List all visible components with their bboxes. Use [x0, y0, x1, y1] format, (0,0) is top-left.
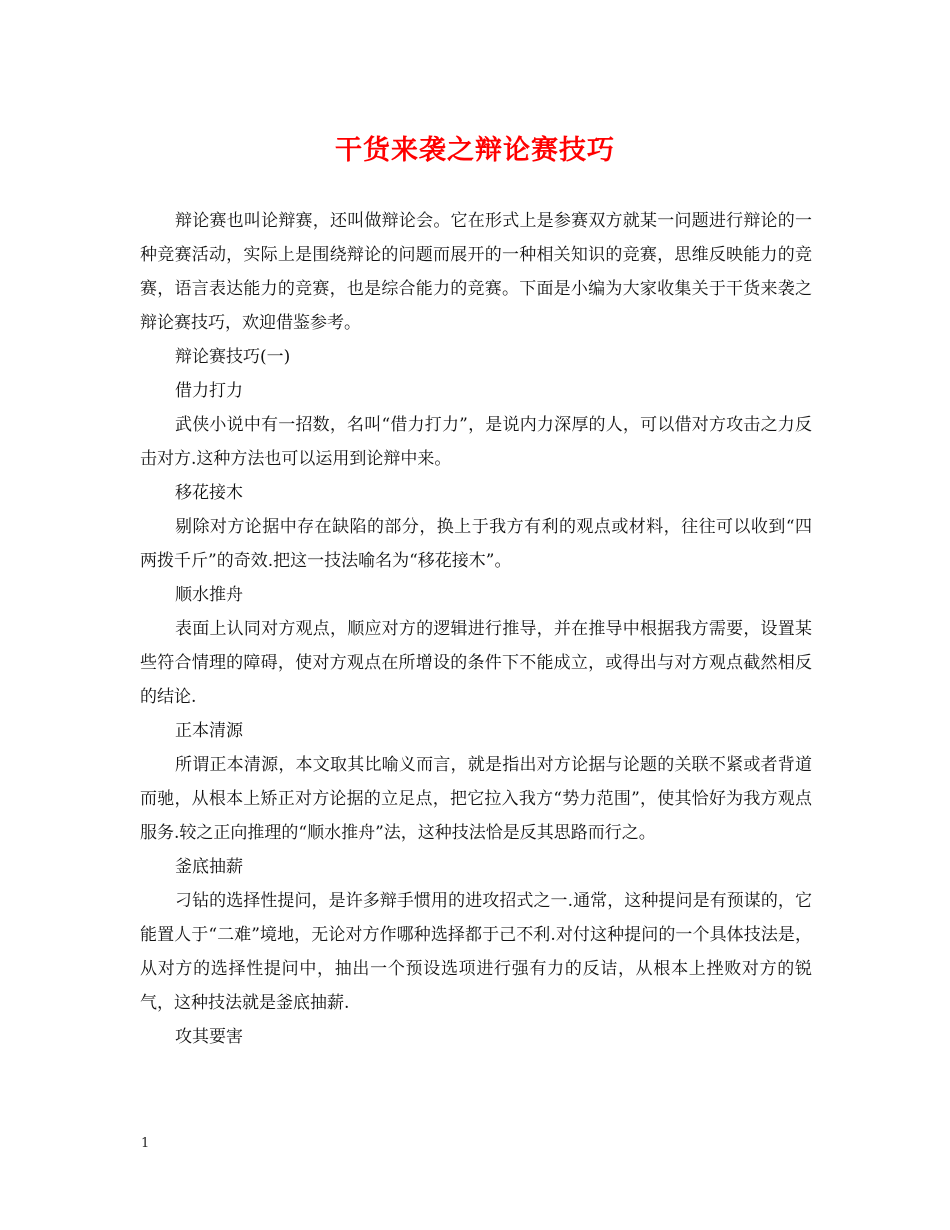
subheading-fudi: 釜底抽薪 — [175, 857, 243, 877]
paragraph-shunshui: 表面上认同对方观点，顺应对方的逻辑进行推导，并在推导中根据我方需要，设置某些符合情理的障碍，使对方观点在所增设的条件下不能成立，或得出与对方观点截然相反的结论. — [140, 619, 812, 707]
document-title: 干货来袭之辩论赛技巧 — [335, 135, 615, 166]
subheading-zhengben: 正本清源 — [175, 721, 243, 741]
paragraph-fudi: 刁钻的选择性提问，是许多辩手惯用的进攻招式之一.通常，这种提问是有预谋的，它能置人于“二难”境地，无论对方作哪种选择都于己不利.对付这种提问的一个具体技法是，从对方的选择性提问中，抽出一个预设选项进行强有力的反诘，从根本上挫败对方的锐气，这种技法就是釜底抽薪. — [140, 891, 812, 1013]
page-number: 1 — [141, 1136, 150, 1151]
subheading-shunshui: 顺水推舟 — [175, 585, 243, 605]
section-heading: 辩论赛技巧(一) — [175, 347, 291, 367]
subheading-jieli: 借力打力 — [175, 381, 243, 401]
paragraph-jieli: 武侠小说中有一招数，名叫“借力打力”，是说内力深厚的人，可以借对方攻击之力反击对方.这种方法也可以运用到论辩中来。 — [140, 415, 812, 469]
subheading-yihua: 移花接木 — [175, 483, 243, 503]
subheading-gongqi: 攻其要害 — [175, 1027, 243, 1047]
document-body — [140, 204, 812, 1054]
intro-paragraph: 辩论赛也叫论辩赛，还叫做辩论会。它在形式上是参赛双方就某一问题进行辩论的一种竞赛活动，实际上是围绕辩论的问题而展开的一种相关知识的竞赛，思维反映能力的竞赛，语言表达能力的竞赛，也是综合能力的竞赛。下面是小编为大家收集关于干货来袭之辩论赛技巧，欢迎借鉴参考。 — [140, 211, 812, 333]
paragraph-zhengben: 所谓正本清源，本文取其比喻义而言，就是指出对方论据与论题的关联不紧或者背道而驰，从根本上矫正对方论据的立足点，把它拉入我方“势力范围”，使其恰好为我方观点服务.较之正向推理的“顺水推舟”法，这种技法恰是反其思路而行之。 — [140, 755, 812, 843]
paragraph-yihua: 剔除对方论据中存在缺陷的部分，换上于我方有利的观点或材料，往往可以收到“四两拨千斤”的奇效.把这一技法喻名为“移花接木”。 — [140, 517, 812, 571]
